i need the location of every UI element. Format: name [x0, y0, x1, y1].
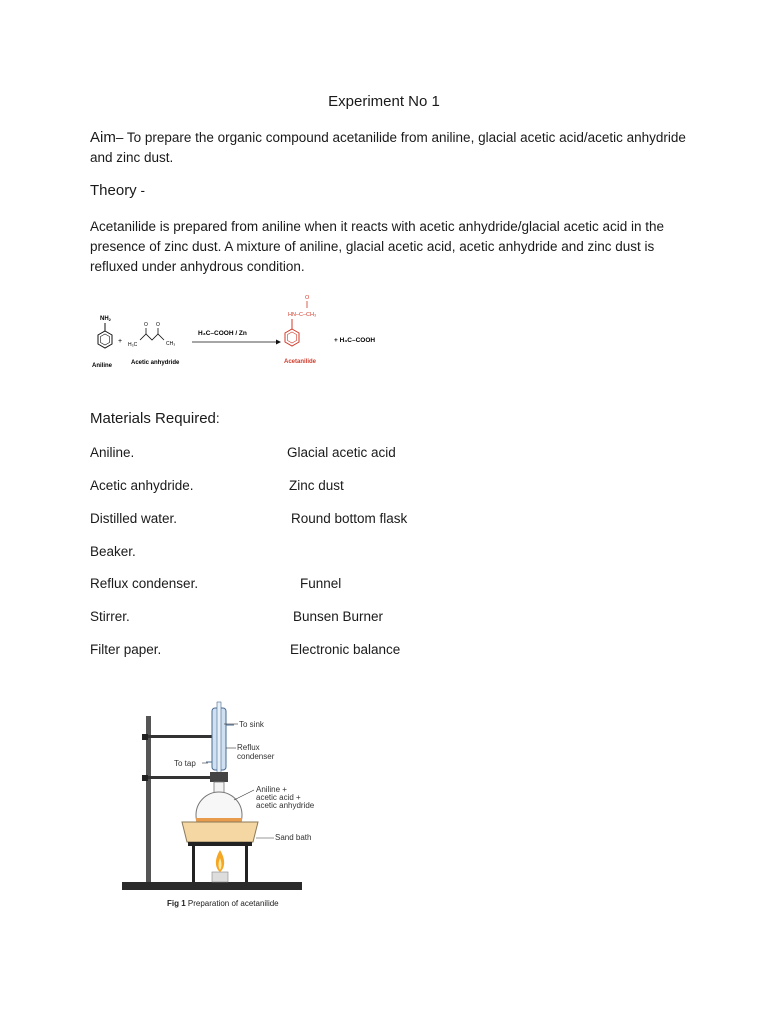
material-left-2: Acetic anhydride.	[90, 478, 194, 493]
product-group: HN–C–CH₃	[288, 312, 317, 318]
byproduct-label: + H₃C–COOH	[334, 337, 376, 344]
anhydride-ch3: CH₃	[166, 341, 176, 347]
theory-label: Theory	[90, 182, 137, 199]
stand-base	[122, 882, 302, 890]
label-reflux-1: Reflux	[237, 743, 260, 752]
materials-heading	[90, 410, 220, 427]
theory-paragraph: Acetanilide is prepared from aniline when it reacts with acetic anhydride/glacial acetic acid in the presence of zinc dust. A mixture of aniline, glacial acetic acid, acetic anhydride and zinc dust is refluxed under anhydrous condition.	[90, 219, 665, 274]
material-right-2: Zinc dust	[289, 478, 344, 493]
figure-caption: Fig 1 Preparation of acetanilide	[167, 899, 279, 908]
anhydride-o1: O	[144, 322, 148, 328]
stand-rod	[146, 716, 151, 882]
aim-paragraph	[90, 128, 690, 168]
theory-suffix: -	[136, 183, 145, 198]
reagent-label: H₃C–COOH / Zn	[198, 330, 247, 337]
product-label: Acetanilide	[284, 359, 317, 365]
material-left-4: Beaker.	[90, 544, 136, 559]
label-to-tap: To tap	[174, 759, 196, 768]
material-right-6: Bunsen Burner	[293, 609, 384, 624]
stopper	[210, 772, 228, 782]
product-ring	[285, 329, 299, 346]
material-right-1: Glacial acetic acid	[287, 445, 396, 460]
material-left-3: Distilled water.	[90, 511, 178, 526]
aniline-nh2: NH2	[100, 316, 111, 322]
anhydride-label: Acetic anhydride	[131, 360, 180, 366]
label-reflux-2: condenser	[237, 752, 275, 761]
label-mix-3: acetic anhydride	[256, 801, 315, 810]
bunsen-burner	[212, 872, 228, 882]
page-title: Experiment No 1	[328, 93, 440, 110]
material-left-1: Aniline.	[90, 445, 135, 460]
aim-text: – To prepare the organic compound acetanilide from aniline, glacial acetic acid/acetic anhydride and zinc dust.	[90, 130, 686, 165]
aniline-ring	[98, 331, 112, 348]
apparatus-figure	[88, 700, 338, 920]
material-left-7: Filter paper.	[90, 642, 162, 657]
plus-sign-1: +	[118, 338, 123, 345]
product-o: O	[305, 295, 310, 301]
label-mix-1: Aniline +	[256, 785, 287, 794]
material-left-6: Stirrer.	[90, 609, 130, 624]
aniline-label: Aniline	[92, 363, 113, 369]
material-left-5: Reflux condenser.	[90, 576, 199, 591]
materials-label: Materials Required	[90, 410, 216, 427]
anhydride-o2: O	[156, 322, 160, 328]
reaction-scheme	[88, 290, 388, 380]
label-mix-2: acetic acid +	[256, 793, 301, 802]
sand-bath	[182, 822, 258, 842]
material-right-3: Round bottom flask	[291, 511, 408, 526]
theory-heading	[90, 182, 145, 199]
label-to-sink: To sink	[239, 720, 264, 729]
label-sand-bath: Sand bath	[275, 833, 312, 842]
material-right-7: Electronic balance	[290, 642, 401, 657]
aim-heading: Aim	[90, 129, 116, 146]
material-right-5: Funnel	[300, 576, 342, 591]
materials-suffix: :	[215, 411, 220, 426]
anhydride-h3c: H₃C	[128, 342, 138, 348]
